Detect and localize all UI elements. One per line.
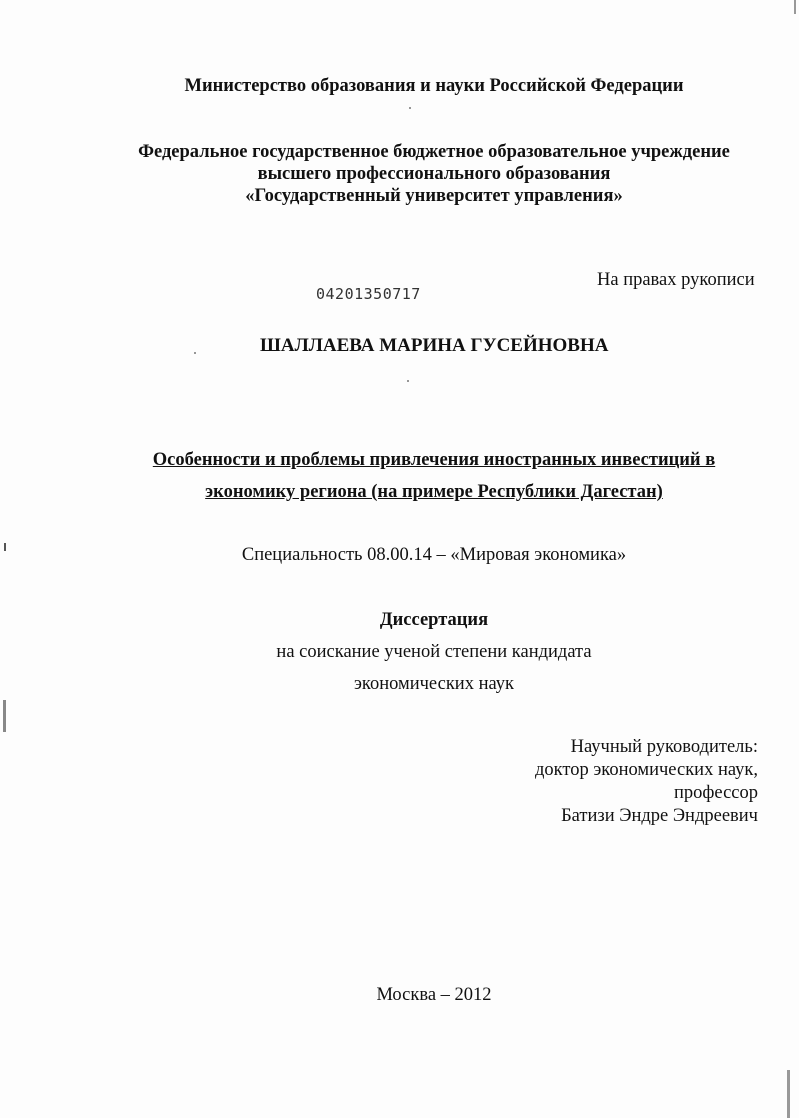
dissertation-title-line-1: Особенности и проблемы привлечения иностранных инвестиций в bbox=[152, 450, 716, 470]
scan-edge-mark bbox=[3, 700, 6, 732]
supervisor-name: Батизи Эндре Эндреевич bbox=[561, 806, 758, 826]
specialty-line: Специальность 08.00.14 – «Мировая экономика» bbox=[241, 545, 627, 565]
supervisor-heading: Научный руководитель: bbox=[570, 737, 758, 757]
scan-speck bbox=[407, 380, 409, 382]
institution-line-1: Федеральное государственное бюджетное образовательное учреждение bbox=[138, 142, 730, 162]
dissertation-title-line-2: экономику региона (на примере Республики Дагестан) bbox=[205, 482, 663, 502]
degree-line-1: на соискание ученой степени кандидата bbox=[276, 642, 592, 662]
ministry-heading: Министерство образования и науки Российской Федерации bbox=[184, 76, 684, 96]
degree-line-2: экономических наук bbox=[353, 674, 514, 694]
supervisor-degree: доктор экономических наук, bbox=[534, 760, 758, 780]
author-name: ШАЛЛАЕВА МАРИНА ГУСЕЙНОВНА bbox=[260, 335, 609, 356]
supervisor-rank: профессор bbox=[674, 783, 758, 803]
scan-edge-mark bbox=[4, 543, 6, 551]
institution-line-2: высшего профессионального образования bbox=[257, 164, 611, 184]
scan-speck bbox=[194, 352, 196, 354]
institution-line-3: «Государственный университет управления» bbox=[245, 186, 623, 206]
document-code-stamp: 04201350717 bbox=[316, 285, 421, 303]
scan-edge-mark bbox=[787, 1070, 790, 1118]
scan-speck bbox=[409, 107, 411, 109]
work-type-label: Диссертация bbox=[379, 610, 489, 630]
city-year: Москва – 2012 bbox=[376, 985, 492, 1005]
scan-edge-mark bbox=[794, 0, 796, 14]
manuscript-note: На правах рукописи bbox=[597, 270, 755, 290]
